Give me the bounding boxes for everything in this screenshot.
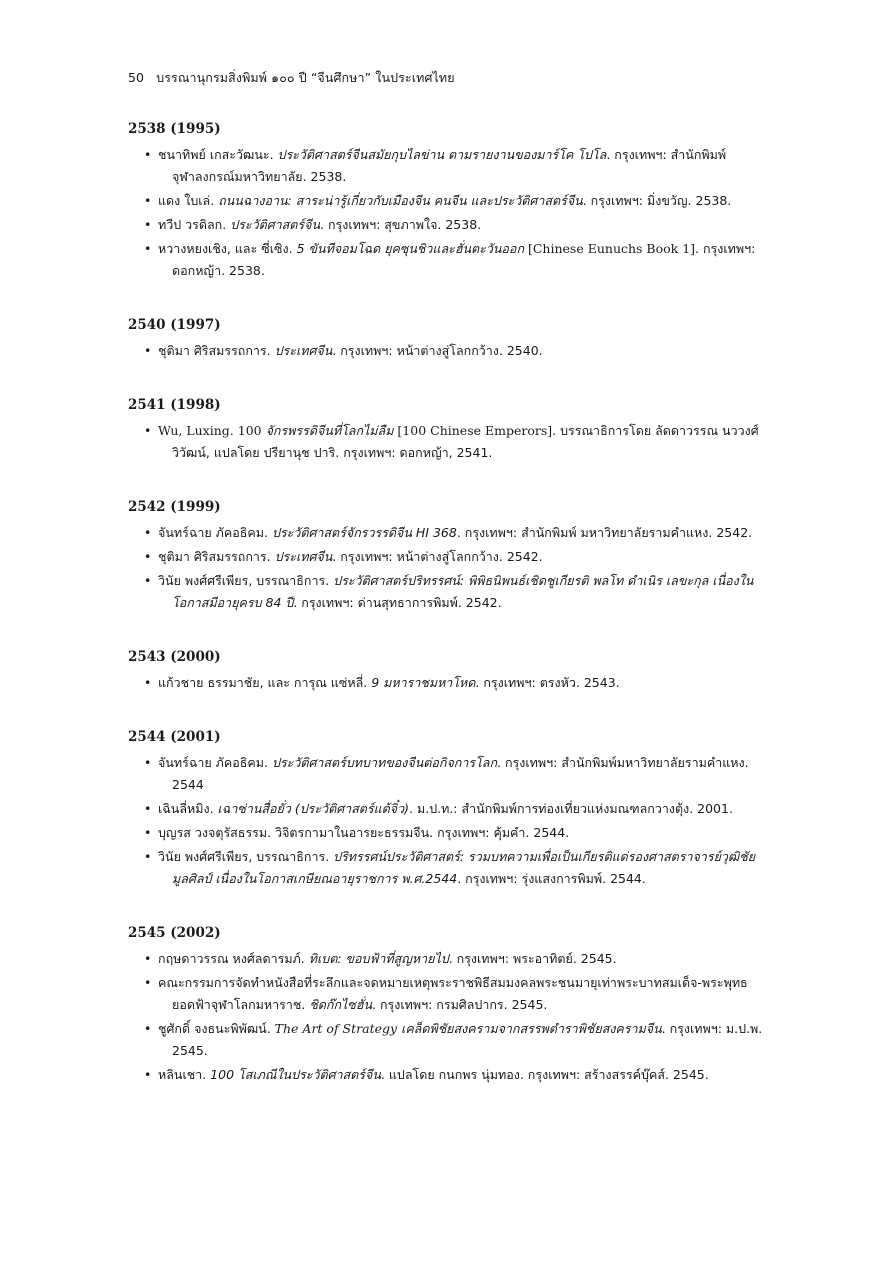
bullet-icon: •: [144, 1067, 152, 1082]
entry-text: . กรุงเทพฯ: หน้าต่างสู่โลกกว้าง. 2542.: [332, 549, 543, 564]
entry-text: วินัย พงศ์ศรีเพียร, บรรณาธิการ.: [158, 849, 334, 864]
year-heading: 2541 (1998): [128, 397, 221, 413]
entry-text: จันทร์ฉาย ภัคอธิคม.: [158, 755, 272, 770]
year-heading: 2540 (1997): [128, 317, 221, 333]
bullet-icon: •: [144, 951, 152, 966]
bullet-icon: •: [144, 343, 152, 358]
entry-title: ประเทศจีน: [274, 343, 333, 358]
bibliography-entry: [128, 798, 768, 820]
bullet-icon: •: [144, 975, 152, 990]
entry-title: ปริทรรศน์ประวัติศาสตร์: รวมบทความเพื่อเป็นเกียรติแด่รองศาสตราจารย์วุฒิชัย มูลศิลป์ เนื่องในโอกาสเกษียณอายุราชการ พ.ศ.2544: [172, 849, 756, 886]
bullet-icon: •: [144, 801, 152, 816]
year-heading: 2544 (2001): [128, 729, 221, 745]
entry-text: . ม.ป.ท.: สำนักพิมพ์การท่องเที่ยวแห่งมณฑลกวางตุ้ง. 2001.: [409, 801, 733, 816]
bibliography-body: [128, 120, 768, 1120]
entry-title: ประเทศจีน: [274, 549, 333, 564]
entry-title: ประวัติศาสตร์ปริทรรศน์: พิพิธนิพนธ์เชิดชูเกียรติ พลโท ดำเนิร เลขะกุล เนื่องในโอกาสมีอายุครบ 84 ปี: [172, 573, 754, 610]
entry-title: ประวัติศาสตร์จีนสมัยกุบไลข่าน ตามรายงานของมาร์โค โปโล: [277, 147, 607, 162]
entry-text: หลินเชา.: [158, 1067, 211, 1082]
entry-title: ถนนฉางอาน: สาระน่ารู้เกี่ยวกับเมืองจีน คนจีน และประวัติศาสตร์จีน: [218, 193, 583, 208]
bibliography-entry: [128, 948, 768, 970]
running-head: [128, 68, 455, 88]
entry-list: [128, 522, 768, 614]
entry-text: ชนาทิพย์ เกสะวัฒนะ.: [158, 147, 278, 162]
entry-text: แดง ใบเล่.: [158, 193, 219, 208]
entry-list: [128, 948, 768, 1086]
entry-text: . กรุงเทพฯ: ตรงหัว. 2543.: [475, 675, 620, 690]
entry-title: เคล็ดพิชัยสงครามจากสรรพตำราพิชัยสงครามจีน: [401, 1021, 662, 1036]
entry-text: . กรุงเทพฯ: สุขภาพใจ. 2538.: [320, 217, 482, 232]
entry-title: 5 ขันทีจอมโฉด ยุคซุนชิวและฮั่นตะวันออก: [296, 241, 525, 256]
bullet-icon: •: [144, 675, 152, 690]
entry-text: . กรุงเทพฯ: ม.ป.พ. 2545.: [172, 1021, 763, 1058]
entry-text: [100 Chinese Emperors]: [393, 423, 553, 438]
bibliography-entry: [128, 1018, 768, 1062]
entry-title: จักรพรรดิจีนที่โลกไม่ลืม: [265, 423, 394, 438]
year-heading: 2543 (2000): [128, 649, 221, 665]
bibliography-entry: [128, 238, 768, 282]
bibliography-entry: [128, 144, 768, 188]
bibliography-entry: [128, 214, 768, 236]
entry-text: . กรุงเทพฯ: หน้าต่างสู่โลกกว้าง. 2540.: [332, 343, 543, 358]
entry-text: . กรุงเทพฯ: รุ่งแสงการพิมพ์. 2544.: [457, 871, 646, 886]
bibliography-entry: [128, 420, 768, 464]
entry-text: คณะกรรมการจัดทำหนังสือที่ระลึกและจดหมายเหตุพระราชพิธีสมมงคลพระชนมายุเท่าพระบาทสมเด็จ-พระพุทธยอดฟ้าจุฬาโลกมหาราช.: [158, 975, 748, 1012]
entry-title: ประวัติศาสตร์บทบาทของจีนต่อกิจการโลก: [271, 755, 498, 770]
bibliography-entry: [128, 846, 768, 890]
entry-title: ประวัติศาสตร์จักรวรรดิจีน HI 368: [271, 525, 457, 540]
bibliography-entry: [128, 822, 768, 844]
entry-text: ชุติมา ศิริสมรรถการ.: [158, 343, 275, 358]
bibliography-entry: [128, 340, 768, 362]
entry-title: ทิเบต: ขอบฟ้าที่สูญหายไป: [308, 951, 449, 966]
entry-list: [128, 144, 768, 282]
year-heading: 2542 (1999): [128, 499, 221, 515]
entry-text: ชูศักดิ์ จงธนะพิพัฒน์.: [158, 1021, 275, 1036]
entry-text: . กรุงเทพฯ: สำนักพิมพ์จุฬาลงกรณ์มหาวิทยาลัย. 2538.: [172, 147, 727, 184]
entry-text: . แปลโดย กนกพร นุ่มทอง. กรุงเทพฯ: สร้างสรรค์บุ๊คส์. 2545.: [380, 1067, 709, 1082]
bullet-icon: •: [144, 525, 152, 540]
entry-text: . กรุงเทพฯ: พระอาทิตย์. 2545.: [448, 951, 617, 966]
entry-text: ทวีป วรดิลก.: [158, 217, 231, 232]
entry-list: [128, 672, 768, 694]
entry-text: . กรุงเทพฯ: ด่านสุทธาการพิมพ์. 2542.: [293, 595, 502, 610]
entry-text: Wu, Luxing. 100: [158, 423, 266, 438]
bullet-icon: •: [144, 241, 152, 256]
entry-list: [128, 340, 768, 362]
page-number: 50: [128, 70, 145, 85]
bullet-icon: •: [144, 147, 152, 162]
entry-text: หวางหยงเชิง, และ ซี่เซิง.: [158, 241, 297, 256]
entry-text: ชุติมา ศิริสมรรถการ.: [158, 549, 275, 564]
entry-text: [Chinese Eunuchs Book 1]: [524, 241, 696, 256]
entry-text: . บรรณาธิการโดย ลัดดาวรรณ นววงศ์วิวัฒน์, แปลโดย ปรียานุช ปาริ. กรุงเทพฯ: ดอกหญ้า, 2541.: [172, 423, 759, 460]
entry-text: . กรุงเทพฯ: สำนักพิมพ์ มหาวิทยาลัยรามคำแหง. 2542.: [456, 525, 753, 540]
entry-title: เฉาซ่านสื่อยั่ว (ประวัติศาสตร์แต้จิ๋ว): [217, 801, 410, 816]
bibliography-entry: [128, 752, 768, 796]
bibliography-entry: [128, 1064, 768, 1086]
entry-text: จันทร์ฉาย ภัคอธิคม.: [158, 525, 272, 540]
entry-text: แก้วชาย ธรรมาชัย, และ การุณ แซ่หลี่.: [158, 675, 372, 690]
entry-text: . กรุงเทพฯ: ดอกหญ้า. 2538.: [172, 241, 756, 278]
entry-text: บุญรส วงจตุรัสธรรม. วิจิตรกามาในอารยะธรรมจีน. กรุงเทพฯ: คุ้มคำ. 2544.: [158, 825, 570, 840]
entry-title: 9 มหาราชมหาโหด: [371, 675, 476, 690]
bullet-icon: •: [144, 573, 152, 588]
running-head-title: บรรณานุกรมสิ่งพิมพ์ ๑๐๐ ปี “จีนศึกษา” ในประเทศไทย: [156, 70, 455, 85]
bibliography-entry: [128, 570, 768, 614]
bullet-icon: •: [144, 549, 152, 564]
bullet-icon: •: [144, 1021, 152, 1036]
entry-text: กฤษดาวรรณ หงศ์ลดารมภ์.: [158, 951, 309, 966]
bullet-icon: •: [144, 825, 152, 840]
bullet-icon: •: [144, 423, 152, 438]
entry-title: ชิดก๊กไซฮั่น: [309, 997, 372, 1012]
bibliography-entry: [128, 546, 768, 568]
entry-text: เฉินลี่หมิง.: [158, 801, 218, 816]
entry-title: 100 โสเภณีในประวัติศาสตร์จีน: [210, 1067, 381, 1082]
bullet-icon: •: [144, 849, 152, 864]
bullet-icon: •: [144, 193, 152, 208]
bullet-icon: •: [144, 755, 152, 770]
bibliography-entry: [128, 522, 768, 544]
year-heading: 2545 (2002): [128, 925, 221, 941]
entry-text: . กรุงเทพฯ: กรมศิลปากร. 2545.: [372, 997, 548, 1012]
entry-list: [128, 752, 768, 890]
bibliography-entry: [128, 972, 768, 1016]
entry-text: . กรุงเทพฯ: สำนักพิมพ์มหาวิทยาลัยรามคำแหง. 2544: [172, 755, 749, 792]
entry-text: วินัย พงศ์ศรีเพียร, บรรณาธิการ.: [158, 573, 334, 588]
bibliography-entry: [128, 190, 768, 212]
entry-title: ประวัติศาสตร์จีน: [230, 217, 320, 232]
entry-text: . กรุงเทพฯ: มิ่งขวัญ. 2538.: [582, 193, 732, 208]
bibliography-entry: [128, 672, 768, 694]
year-heading: 2538 (1995): [128, 121, 221, 137]
entry-list: [128, 420, 768, 464]
bullet-icon: •: [144, 217, 152, 232]
entry-title: The Art of Strategy: [274, 1021, 398, 1036]
